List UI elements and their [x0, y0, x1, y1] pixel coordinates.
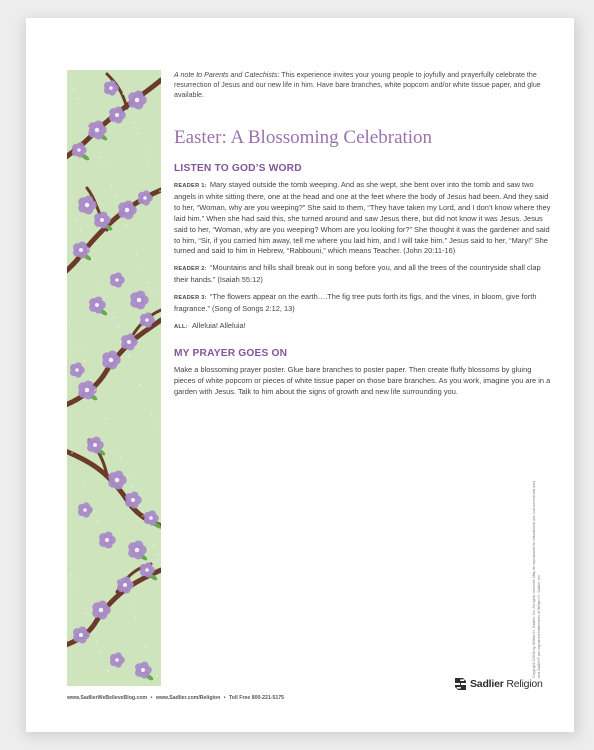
- petal-speck: [73, 88, 74, 89]
- reading-text: “Mountains and hills shall break out in song before you, and all the trees of the countryside shall clap their hands.” (Isaiah 55:12): [174, 263, 541, 285]
- reading-2: [174, 263, 554, 286]
- section-heading-listen: LISTEN TO GOD’S WORD: [174, 163, 302, 174]
- sadlier-religion-logo: [454, 676, 543, 692]
- reader-label: READER 3:: [174, 295, 207, 302]
- blossom-center: [95, 303, 99, 307]
- legal-notice: [532, 438, 544, 698]
- blossom-center: [115, 658, 119, 662]
- blossom-center: [99, 608, 104, 613]
- petal-speck: [120, 457, 121, 458]
- petal-speck: [100, 651, 101, 652]
- petal-speck: [140, 263, 141, 264]
- petal-speck: [110, 185, 111, 186]
- blossom-center: [127, 340, 131, 344]
- petal-speck: [85, 612, 86, 613]
- petal-speck: [145, 646, 146, 647]
- trademark-line: and Sadlier® are registered trademarks of William H. Sadlier, Inc.: [537, 574, 541, 678]
- blossom-center: [123, 583, 127, 587]
- petal-speck: [96, 641, 97, 642]
- petal-speck: [107, 670, 108, 671]
- blossom-center: [149, 516, 153, 520]
- blossom-center: [85, 203, 90, 208]
- brand-name-bold: Sadlier: [470, 678, 504, 690]
- petal-speck: [103, 166, 104, 167]
- blossom-center: [135, 98, 140, 103]
- brand-name: [470, 678, 543, 690]
- petal-speck: [133, 122, 134, 123]
- reader-label: READER 2:: [174, 266, 207, 273]
- petal-speck: [108, 549, 109, 550]
- petal-speck: [130, 607, 131, 608]
- footer-link-religion[interactable]: www.Sadlier.com/Religion: [155, 695, 221, 701]
- petal-speck: [79, 350, 80, 351]
- petal-speck: [83, 360, 84, 361]
- reading-text: Alleluia! Alleluia!: [191, 320, 246, 330]
- cherry-blossom-border: [67, 70, 161, 686]
- petal-speck: [116, 447, 117, 448]
- petal-speck: [139, 384, 140, 385]
- blossom-center: [95, 128, 100, 133]
- blossom-center: [145, 568, 149, 572]
- blossom-center: [93, 443, 97, 447]
- petal-speck: [74, 583, 75, 584]
- petal-speck: [70, 573, 71, 574]
- blossom-center: [143, 196, 147, 200]
- blossom-center: [75, 368, 79, 372]
- blossom-center: [115, 478, 120, 483]
- petal-speck: [131, 486, 132, 487]
- reading-text: “The flowers appear on the earth….The fig tree puts forth its figs, and the vines, in bloom, give forth fragrance.” (Song of Songs 2:12, 13): [174, 292, 537, 314]
- petal-speck: [153, 544, 154, 545]
- petal-speck: [68, 321, 69, 322]
- petal-speck: [111, 680, 112, 681]
- petal-speck: [148, 161, 149, 162]
- petal-speck: [90, 379, 91, 380]
- parent-note-lead: A note to Parents and Catechists:: [174, 71, 280, 79]
- page-title: Easter: A Blossoming Celebration: [174, 127, 433, 148]
- blossom-center: [79, 248, 83, 252]
- blossom-center: [100, 218, 104, 222]
- reading-1: [174, 180, 554, 257]
- petal-speck: [88, 127, 89, 128]
- petal-speck: [127, 476, 128, 477]
- parent-note: [174, 70, 554, 100]
- cherry-blossom-branch-art: [67, 70, 161, 686]
- section-heading-prayer: MY PRAYER GOES ON: [174, 347, 288, 359]
- worksheet-page: [26, 18, 574, 732]
- petal-speck: [151, 292, 152, 293]
- petal-speck: [125, 224, 126, 225]
- petal-speck: [147, 282, 148, 283]
- petal-speck: [114, 195, 115, 196]
- petal-speck: [82, 481, 83, 482]
- blossom-center: [141, 668, 145, 672]
- petal-speck: [80, 229, 81, 230]
- blossom-center: [115, 113, 119, 117]
- petal-speck: [150, 413, 151, 414]
- petal-speck: [142, 515, 143, 516]
- petal-speck: [97, 520, 98, 521]
- prayer-instructions: Make a blossoming prayer poster. Glue bare branches to poster paper. Then create fluffy blossoms by gluing pieces of white popcorn or pieces of white tissue paper on those bare branches. As you work, imagine you are in a garden with Jesus. Talk to him about the signs of growth and new life surrounding you.: [174, 364, 551, 396]
- petal-speck: [136, 253, 137, 254]
- blossom-center: [77, 148, 81, 152]
- worksheet-content: [174, 70, 554, 398]
- petal-speck: [94, 389, 95, 390]
- blossom-center: [125, 208, 130, 213]
- petal-speck: [105, 418, 106, 419]
- blossom-center: [115, 278, 119, 282]
- petal-speck: [71, 452, 72, 453]
- footer-phone: Toll Free 800-221-5175: [229, 695, 284, 701]
- petal-speck: [157, 554, 158, 555]
- petal-speck: [137, 132, 138, 133]
- petal-speck: [128, 355, 129, 356]
- brand-name-rest: Religion: [503, 678, 543, 690]
- petal-speck: [117, 326, 118, 327]
- petal-speck: [156, 675, 157, 676]
- petal-speck: [77, 98, 78, 99]
- petal-speck: [119, 578, 120, 579]
- blossom-center: [83, 508, 87, 512]
- petal-speck: [87, 248, 88, 249]
- blossom-center: [135, 548, 140, 553]
- blossom-center: [79, 633, 83, 637]
- footer-links: [67, 695, 487, 701]
- reading-3: [174, 292, 554, 315]
- reading-text: Mary stayed outside the tomb weeping. And as she wept, she bent over into the tomb and saw two angels in white sitting there, one at the head and one at the feet where the body of Jesus had been. And they said to her, “Woman, why are you weeping?” She said to them, “They have taken my Lord, and I don’t know where they laid him.” When she had said this, she turned around and saw Jesus there, but did not know it was Jesus. Jesus said to her, “Woman, why are you weeping? Whom are you looking for?” She thought it was the gardener and said to him, “Sir, if you carried him away, tell me where you laid him, and I will take him.” Jesus said to her, “Mary!” She turned and said to him in Hebrew, “Rabbouni,” which means Teacher. (John 20:11-16): [174, 180, 551, 256]
- petal-speck: [67, 70, 68, 71]
- petal-speck: [159, 190, 160, 191]
- petal-speck: [144, 151, 145, 152]
- petal-speck: [113, 316, 114, 317]
- reader-label: READER 1:: [174, 183, 207, 189]
- blossom-center: [131, 498, 135, 502]
- footer-separator: •: [223, 695, 226, 701]
- sadlier-s-icon: [454, 676, 467, 692]
- petal-speck: [134, 617, 135, 618]
- blossom-center: [109, 86, 113, 90]
- blossom-center: [109, 358, 114, 363]
- petal-speck: [99, 156, 100, 157]
- parent-note-body: This experience invites your young people to joyfully and prayerfully celebrate the resurrection of Jesus and our new life in him. Have bare branches, white popcorn and/or white tissue paper, and glue available.: [174, 71, 541, 99]
- petal-speck: [122, 93, 123, 94]
- reading-all: [174, 321, 554, 333]
- petal-speck: [102, 287, 103, 288]
- blossom-center: [137, 298, 142, 303]
- reader-label: ALL:: [174, 323, 188, 330]
- copyright-line: Copyright ©2016 by William H. Sadlier, Inc. All rights reserved. May be reproduced for educational use (not commercial use).: [532, 479, 536, 678]
- petal-speck: [76, 219, 77, 220]
- blossom-center: [85, 388, 90, 393]
- blossom-center: [145, 318, 149, 322]
- blossom-center: [105, 538, 109, 542]
- footer-separator: •: [150, 695, 153, 701]
- petal-speck: [154, 423, 155, 424]
- petal-speck: [91, 258, 92, 259]
- footer-link-blog[interactable]: www.SadlierWeBelieveBlog.com: [67, 695, 148, 701]
- petal-speck: [93, 510, 94, 511]
